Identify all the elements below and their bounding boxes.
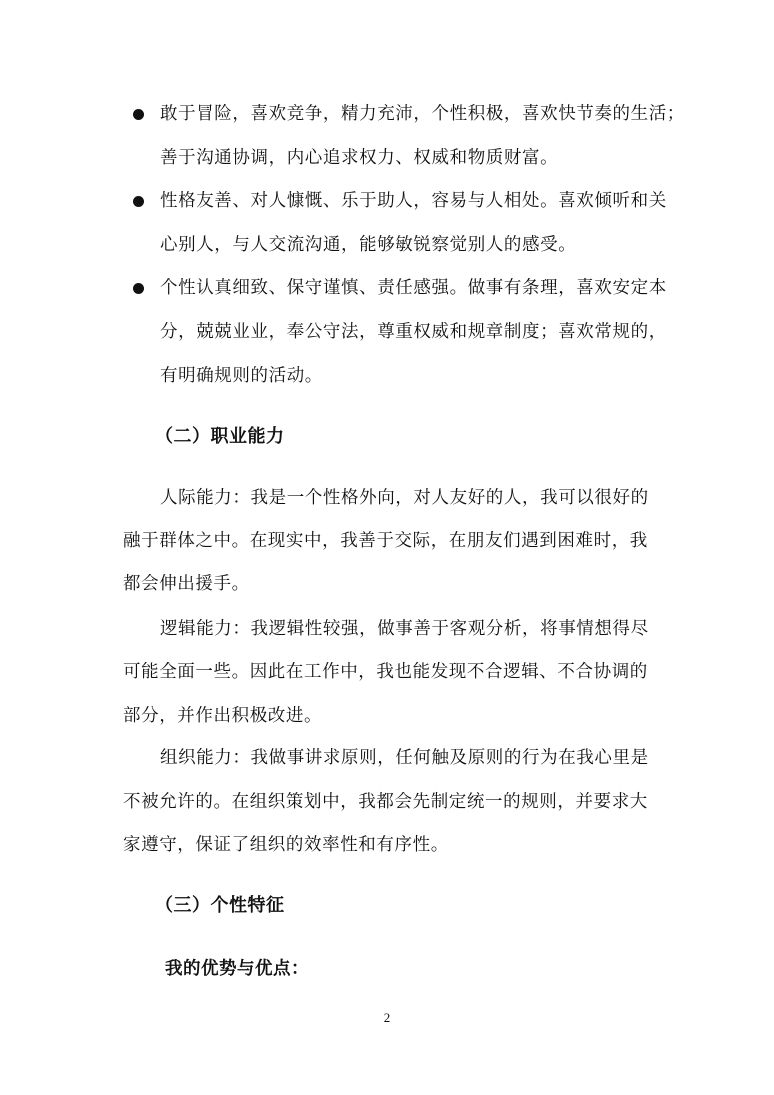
paragraph-3-line-2: 不被允许的。在组织策划中，我都会先制定统一的规则，并要求大 [123,792,648,812]
bullet-1-line-1: 敢于冒险，喜欢竞争，精力充沛，个性积极，喜欢快节奏的生活； [160,104,685,124]
bullet-3-line-1: 个性认真细致、保守谨慎、责任感强。做事有条理，喜欢安定本 [160,278,667,298]
strengths-subheading: 我的优势与优点： [165,959,309,979]
paragraph-1-line-3: 都会伸出援手。 [123,574,250,594]
paragraph-2-line-2: 可能全面一些。因此在工作中，我也能发现不合逻辑、不合协调的 [123,662,648,682]
paragraph-1-line-2: 融于群体之中。在现实中，我善于交际，在朋友们遇到困难时，我 [123,531,648,551]
bullet-1-line-2: 善于沟通协调，内心追求权力、权威和物质财富。 [160,148,559,168]
page-number: 2 [383,1010,391,1025]
bullet-dot [133,109,144,120]
bullet-2-line-1: 性格友善、对人慷慨、乐于助人，容易与人相处。喜欢倾听和关 [160,191,667,211]
bullet-2-line-2: 心别人，与人交流沟通，能够敏锐察觉别人的感受。 [160,235,577,255]
paragraph-3-line-1: 组织能力：我做事讲求原则，任何触及原则的行为在我心里是 [160,748,649,768]
paragraph-3-line-3: 家遵守，保证了组织的效率性和有序性。 [123,835,449,855]
section-3-heading: （三）个性特征 [155,895,285,916]
bullet-3-line-2: 分，兢兢业业，奉公守法，尊重权威和规章制度；喜欢常规的， [160,322,667,342]
paragraph-1-line-1: 人际能力：我是一个性格外向，对人友好的人，我可以很好的 [160,488,649,508]
bullet-dot [133,283,144,294]
paragraph-2-line-3: 部分，并作出积极改进。 [123,706,323,726]
bullet-dot [133,196,144,207]
paragraph-2-line-1: 逻辑能力：我逻辑性较强，做事善于客观分析，将事情想得尽 [160,619,649,639]
section-2-heading: （二）职业能力 [155,426,285,447]
bullet-3-line-3: 有明确规则的活动。 [160,366,323,386]
